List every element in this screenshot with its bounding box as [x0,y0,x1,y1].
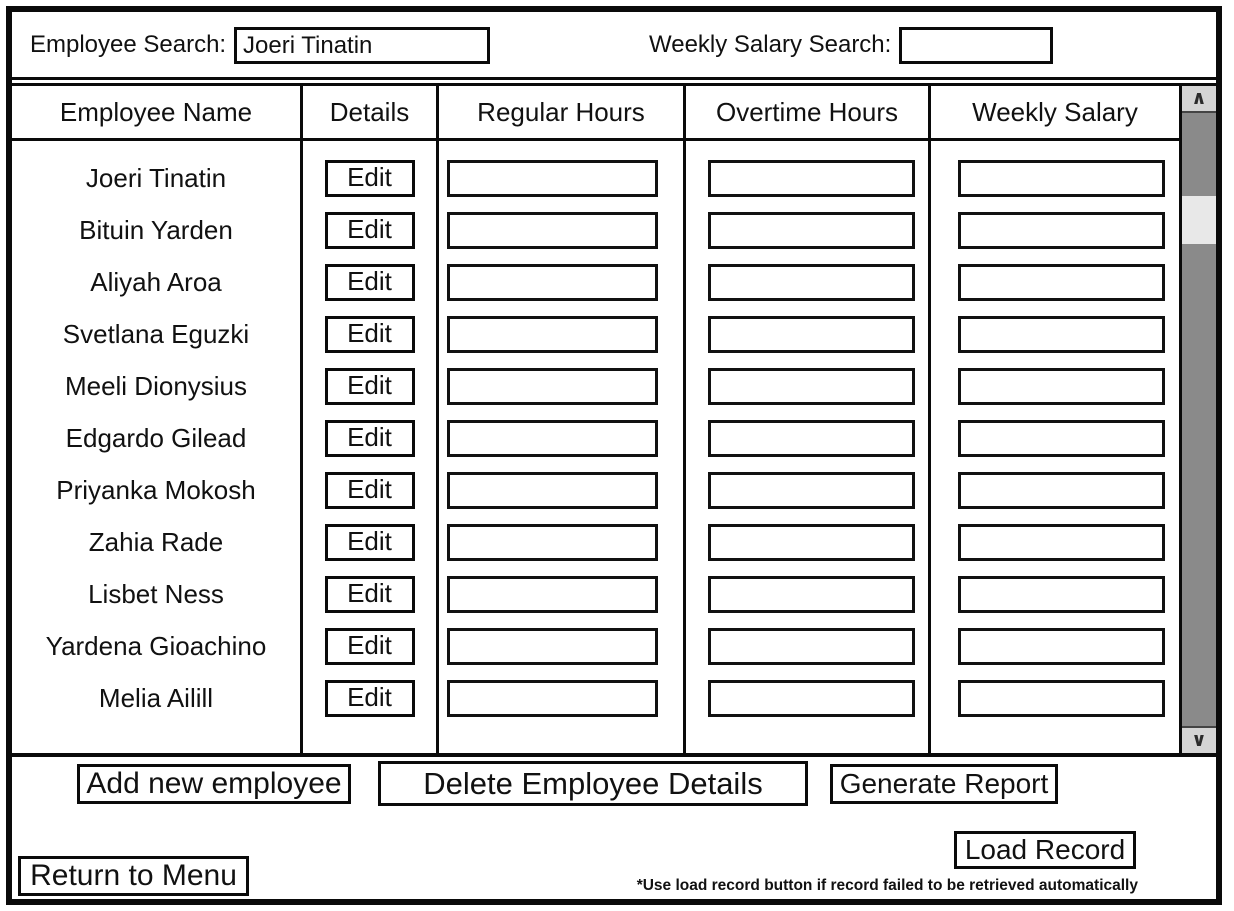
add-new-employee-button[interactable]: Add new employee [77,764,351,804]
scrollbar[interactable] [1179,86,1216,753]
weekly-salary-input[interactable] [958,576,1165,613]
weekly-salary-input[interactable] [958,316,1165,353]
regular-hours-input[interactable] [447,524,658,561]
overtime-hours-input[interactable] [708,368,915,405]
overtime-hours-input[interactable] [708,420,915,457]
edit-button[interactable]: Edit [325,420,415,457]
header-overtime-hours: Overtime Hours [686,86,931,138]
footer-actions [12,757,1216,899]
employee-table [12,83,1216,757]
overtime-hours-input[interactable] [708,264,915,301]
edit-button[interactable]: Edit [325,628,415,665]
employee-search-input[interactable] [234,27,490,64]
return-to-menu-button[interactable]: Return to Menu [18,856,249,896]
weekly-salary-input[interactable] [958,368,1165,405]
overtime-hours-input[interactable] [708,576,915,613]
regular-hours-input[interactable] [447,420,658,457]
edit-button[interactable]: Edit [325,212,415,249]
weekly-salary-search-label: Weekly Salary Search: [649,30,892,58]
regular-hours-input[interactable] [447,368,658,405]
regular-hours-input[interactable] [447,316,658,353]
delete-employee-details-button[interactable]: Delete Employee Details [378,761,808,806]
weekly-salary-input[interactable] [958,420,1165,457]
employee-name: Lisbet Ness [88,578,224,609]
chevron-up-icon: ∧ [1191,88,1207,109]
edit-button[interactable]: Edit [325,680,415,717]
overtime-hours-column [686,141,931,753]
employee-search-label: Employee Search: [30,30,227,58]
weekly-salary-input[interactable] [958,628,1165,665]
edit-button[interactable]: Edit [325,524,415,561]
edit-button[interactable]: Edit [325,316,415,353]
table-body [12,141,1179,753]
employee-name: Zahia Rade [88,526,224,557]
employee-records-window [6,6,1222,905]
weekly-salary-input[interactable] [958,524,1165,561]
overtime-hours-input[interactable] [708,680,915,717]
employee-name: Svetlana Eguzki [62,318,250,349]
header-weekly-salary: Weekly Salary [972,96,1138,127]
generate-report-button[interactable]: Generate Report [830,764,1058,804]
regular-hours-input[interactable] [447,576,658,613]
chevron-down-icon: ∨ [1191,730,1207,751]
regular-hours-input[interactable] [447,160,658,197]
weekly-salary-input[interactable] [958,472,1165,509]
load-record-note: *Use load record button if record failed to be retrieved automatically [636,877,1138,894]
edit-button[interactable]: Edit [325,576,415,613]
header-details: Details [303,86,439,138]
weekly-salary-search-input[interactable] [899,27,1053,64]
edit-button[interactable]: Edit [325,368,415,405]
search-bar [12,12,1216,80]
edit-button[interactable]: Edit [325,264,415,301]
overtime-hours-input[interactable] [708,212,915,249]
employee-name: Joeri Tinatin [85,162,227,193]
employee-name: Bituin Yarden [79,214,233,245]
table-header [12,86,1179,141]
weekly-salary-column [931,141,1179,753]
weekly-salary-input[interactable] [958,264,1165,301]
employee-name: Yardena Gioachino [45,630,267,661]
regular-hours-input[interactable] [447,212,658,249]
weekly-salary-input[interactable] [958,680,1165,717]
employee-name: Edgardo Gilead [65,422,247,453]
overtime-hours-input[interactable] [708,316,915,353]
regular-hours-input[interactable] [447,628,658,665]
employee-name: Meeli Dionysius [64,370,248,401]
regular-hours-input[interactable] [447,680,658,717]
scroll-down-button[interactable] [1182,726,1216,753]
details-column [303,141,439,753]
regular-hours-input[interactable] [447,264,658,301]
overtime-hours-input[interactable] [708,472,915,509]
employee-name: Priyanka Mokosh [56,474,256,505]
overtime-hours-input[interactable] [708,628,915,665]
regular-hours-input[interactable] [447,472,658,509]
edit-button[interactable]: Edit [325,160,415,197]
load-record-button[interactable]: Load Record [954,831,1136,869]
overtime-hours-input[interactable] [708,160,915,197]
scrollbar-thumb[interactable] [1182,196,1216,244]
scroll-up-button[interactable] [1182,86,1216,113]
regular-hours-column [439,141,686,753]
employee-name: Melia Ailill [98,682,214,713]
header-regular-hours: Regular Hours [439,86,686,138]
overtime-hours-input[interactable] [708,524,915,561]
employee-name: Aliyah Aroa [90,266,222,297]
weekly-salary-input[interactable] [958,160,1165,197]
header-employee-name: Employee Name [12,86,303,138]
edit-button[interactable]: Edit [325,472,415,509]
employee-name-column [12,141,303,753]
weekly-salary-input[interactable] [958,212,1165,249]
